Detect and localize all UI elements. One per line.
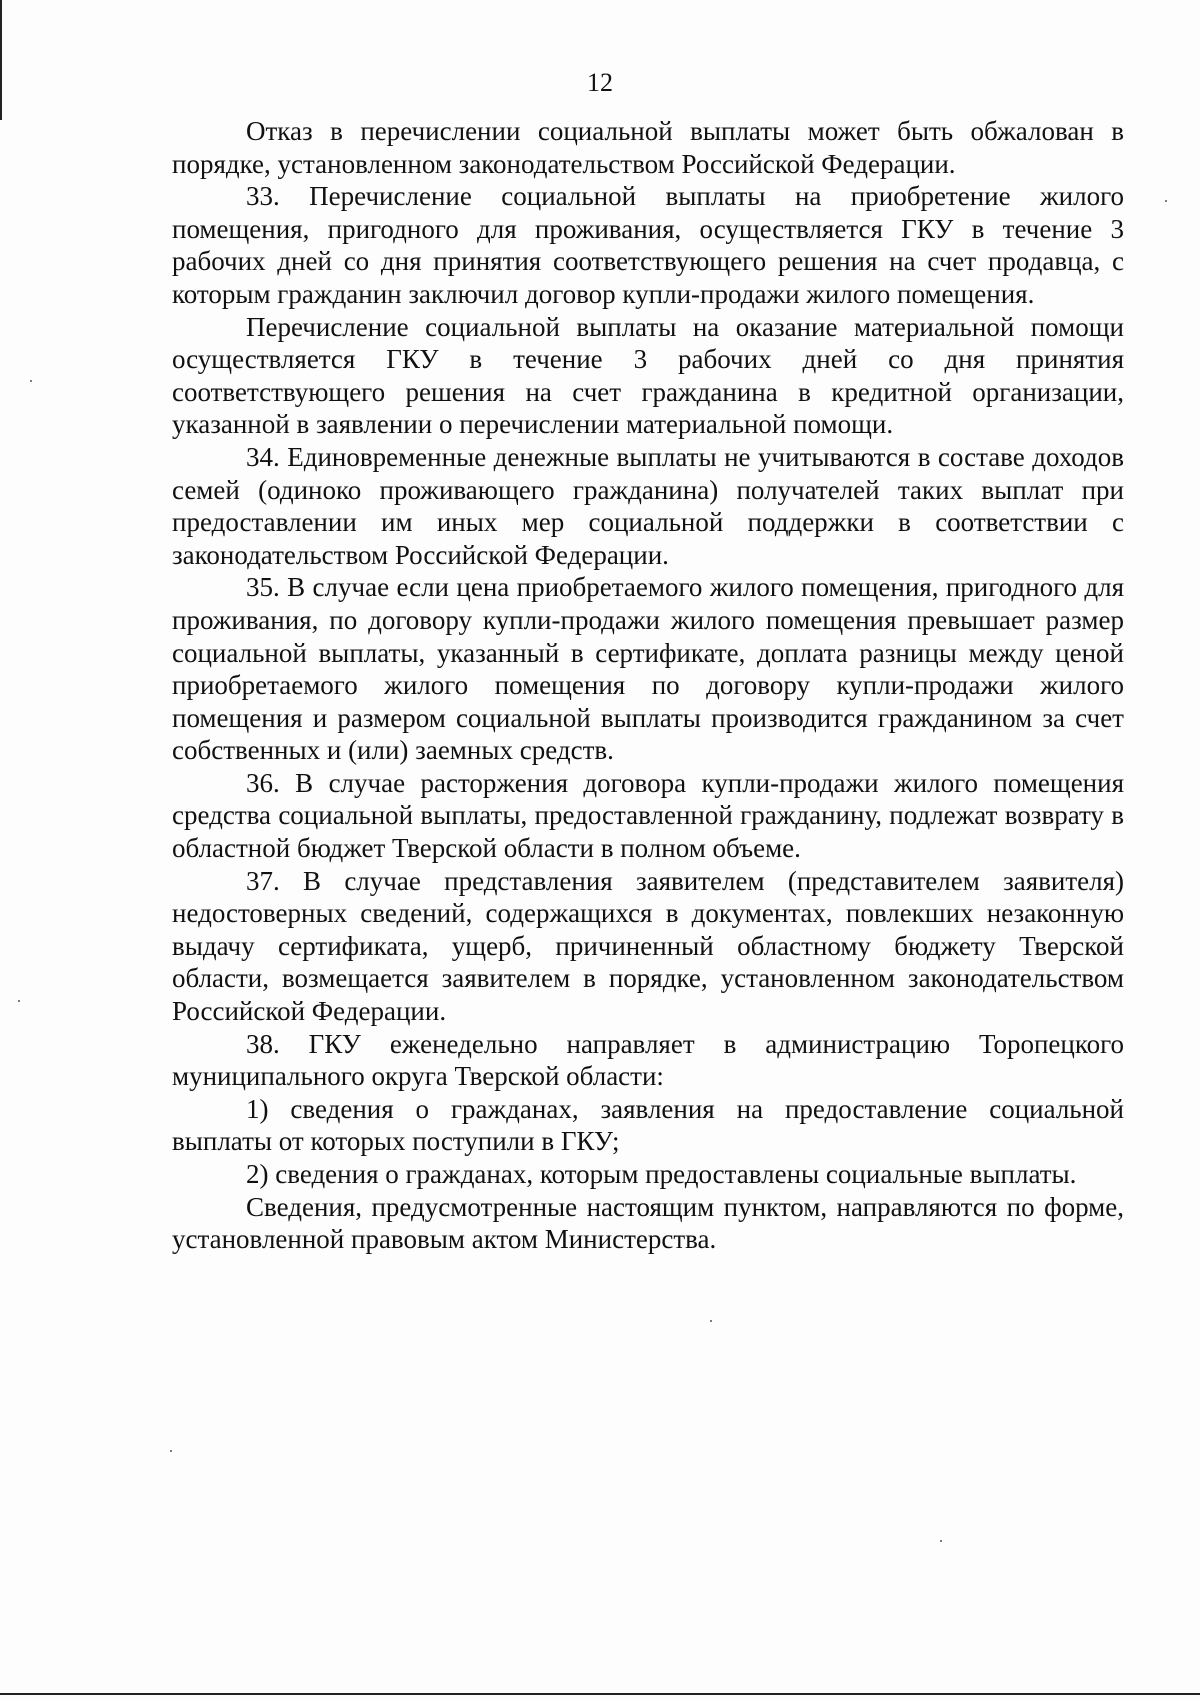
paragraph-appeal: Отказ в перечислении социальной выплаты может быть обжалован в порядке, установленном законодательством Российской Федерации. xyxy=(172,116,1124,179)
paragraph-35: 35. В случае если цена приобретаемого жилого помещения, пригодного для проживания, по договору купли-продажи жилого помещения превышает размер социальной выплаты, указанный в сертификате, доплата разницы между ценой приобретаемого жилого помещения по договору купли-продажи жилого помещения и размером социальной выплаты производится гражданином за счет собственных и (или) заемных средств. xyxy=(172,572,1124,766)
paragraph-34: 34. Единовременные денежные выплаты не учитываются в составе доходов семей (одиноко проживающего гражданина) получателей таких выплат при предоставлении им иных мер социальной поддержки в соответствии с законодательством Российской Федерации. xyxy=(172,441,1124,570)
paragraph-38-item-2: 2) сведения о гражданах, которым предоставлены социальные выплаты. xyxy=(246,1159,1077,1189)
scan-speck xyxy=(1165,200,1167,202)
document-body xyxy=(172,115,1124,1256)
scan-speck xyxy=(18,1000,20,1002)
scan-speck xyxy=(170,1450,172,1452)
paragraph-37: 37. В случае представления заявителем (представителем заявителя) недостоверных сведений, содержащихся в документах, повлекших незаконную выдачу сертификата, ущерб, причиненный областному бюджету Тверской области, возмещается заявителем в порядке, установленном законодательством Российской Федерации. xyxy=(172,865,1124,1027)
paragraph-38-item-1: 1) сведения о гражданах, заявления на предоставление социальной выплаты от которых поступили в ГКУ; xyxy=(172,1093,1124,1157)
scan-speck xyxy=(940,1540,942,1542)
paragraph-33-material-aid: Перечисление социальной выплаты на оказание материальной помощи осуществляется ГКУ в течение 3 рабочих дней со дня принятия соответствующего решения на счет гражданина в кредитной организации, указанной в заявлении о перечислении материальной помощи. xyxy=(172,311,1124,440)
scan-edge-left xyxy=(0,0,2,120)
scan-speck xyxy=(30,380,32,382)
paragraph-38-form-note: Сведения, предусмотренные настоящим пунктом, направляются по форме, установленной правовым актом Министерства. xyxy=(172,1191,1124,1255)
scan-edge-bottom xyxy=(0,1693,1200,1695)
paragraph-36: 36. В случае расторжения договора купли-продажи жилого помещения средства социальной выплаты, предоставленной гражданину, подлежат возврату в областной бюджет Тверской области в полном объеме. xyxy=(172,767,1124,864)
paragraph-33: 33. Перечисление социальной выплаты на приобретение жилого помещения, пригодного для проживания, осуществляется ГКУ в течение 3 рабочих дней со дня принятия соответствующего решения на счет продавца, с которым гражданин заключил договор купли-продажи жилого помещения. xyxy=(172,181,1124,309)
page-number: 12 xyxy=(587,68,613,97)
scan-speck xyxy=(710,1320,712,1322)
paragraph-38: 38. ГКУ еженедельно направляет в администрацию Торопецкого муниципального округа Тверской области: xyxy=(172,1028,1124,1092)
